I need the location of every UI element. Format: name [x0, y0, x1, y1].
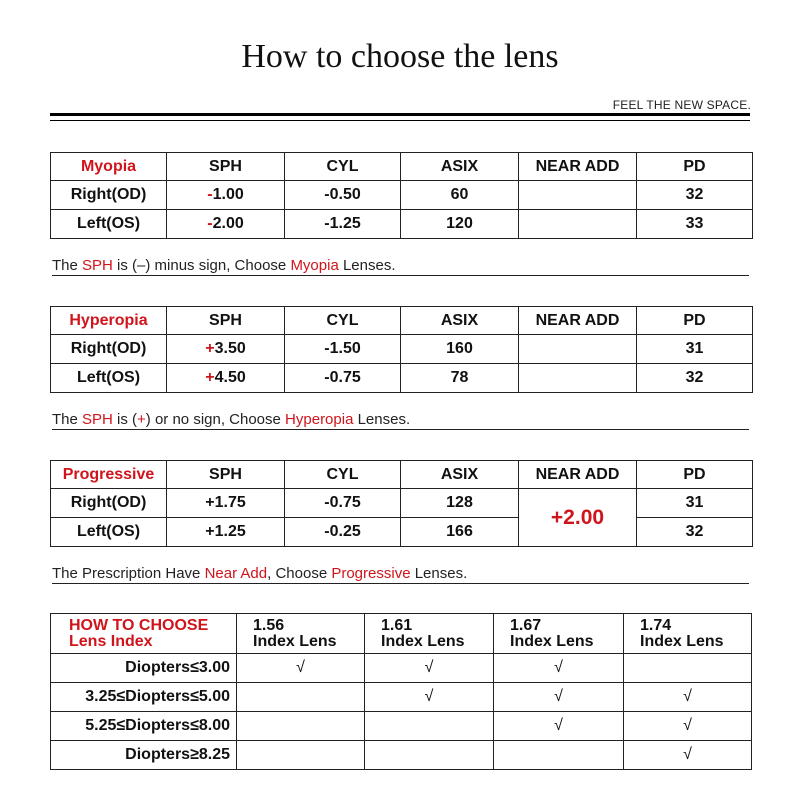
- divider-thick: [50, 113, 750, 116]
- table-header-row: [51, 461, 753, 489]
- index-column-header: [237, 614, 365, 654]
- sph-sign: +: [205, 340, 215, 357]
- table-row: [51, 364, 753, 393]
- axis-cell: 78: [401, 364, 519, 393]
- column-header: SPH: [167, 307, 285, 335]
- eye-label: Left(OS): [51, 518, 167, 547]
- cyl-cell: -0.75: [285, 364, 401, 393]
- table-row: [51, 683, 752, 712]
- check-icon: √: [365, 683, 494, 712]
- column-header: SPH: [167, 461, 285, 489]
- empty-cell: [365, 712, 494, 741]
- eye-label: Right(OD): [51, 489, 167, 518]
- sph-value: 4.50: [214, 369, 246, 386]
- caption-segment: SPH: [82, 257, 113, 274]
- caption-segment: The Prescription Have: [52, 565, 205, 582]
- page-title: How to choose the lens: [241, 38, 559, 75]
- caption-segment: is (: [112, 411, 138, 428]
- axis-cell: 60: [401, 181, 519, 210]
- caption-segment: Lenses.: [338, 257, 396, 274]
- table-row: [51, 518, 753, 547]
- cyl-cell: -1.25: [285, 210, 401, 239]
- caption-segment: Lenses.: [410, 565, 468, 582]
- caption-segment: SPH: [82, 411, 113, 428]
- table-row: [51, 181, 753, 210]
- column-header: ASIX: [401, 461, 519, 489]
- axis-cell: 160: [401, 335, 519, 364]
- axis-cell: 166: [401, 518, 519, 547]
- table-row: [51, 712, 752, 741]
- column-header: PD: [637, 153, 753, 181]
- table-row: [51, 489, 753, 518]
- title-line: Lens Index: [69, 632, 153, 650]
- prescription-table-hyperopia: [50, 306, 753, 393]
- check-icon: √: [624, 741, 752, 770]
- table-header-row: [51, 614, 752, 654]
- pd-cell: 32: [637, 518, 753, 547]
- pd-cell: 32: [637, 364, 753, 393]
- sph-value: 3.50: [214, 340, 246, 357]
- pd-cell: 32: [637, 181, 753, 210]
- table-type-label: Hyperopia: [51, 307, 167, 335]
- caption-segment: Hyperopia: [285, 411, 354, 428]
- column-header: PD: [637, 461, 753, 489]
- caption-segment: +: [137, 411, 146, 428]
- column-header: NEAR ADD: [519, 461, 637, 489]
- caption-segment: Near Add: [204, 565, 268, 582]
- empty-cell: [365, 741, 494, 770]
- empty-cell: [237, 741, 365, 770]
- caption-segment: ) or no sign, Choose: [145, 411, 286, 428]
- check-icon: √: [624, 712, 752, 741]
- diopter-range: 3.25≤Diopters≤5.00: [51, 683, 237, 712]
- header-line: Index Lens: [510, 632, 594, 650]
- header-line: Index Lens: [253, 632, 337, 650]
- table-type-label: Progressive: [51, 461, 167, 489]
- column-header: NEAR ADD: [519, 153, 637, 181]
- table-row: [51, 654, 752, 683]
- lens-index-table: [50, 613, 752, 770]
- caption-segment: The: [52, 411, 83, 428]
- axis-cell: 128: [401, 489, 519, 518]
- column-header: CYL: [285, 153, 401, 181]
- cyl-cell: -1.50: [285, 335, 401, 364]
- header-line: 1.74: [640, 616, 672, 634]
- near-add-cell: [519, 181, 637, 210]
- cyl-cell: -0.50: [285, 181, 401, 210]
- axis-cell: 120: [401, 210, 519, 239]
- check-icon: √: [624, 683, 752, 712]
- check-icon: √: [494, 654, 624, 683]
- diopter-range: Diopters≥8.25: [51, 741, 237, 770]
- prescription-table-progressive: [50, 460, 753, 547]
- check-icon: √: [237, 654, 365, 683]
- eye-label: Right(OD): [51, 181, 167, 210]
- index-column-header: [494, 614, 624, 654]
- header-line: 1.61: [381, 616, 413, 634]
- sph-sign: +: [205, 369, 215, 386]
- diopter-range: 5.25≤Diopters≤8.00: [51, 712, 237, 741]
- column-header: NEAR ADD: [519, 307, 637, 335]
- check-icon: √: [494, 712, 624, 741]
- column-header: CYL: [285, 461, 401, 489]
- title-line: HOW TO CHOOSE: [69, 616, 209, 634]
- table-header-row: [51, 153, 753, 181]
- empty-cell: [494, 741, 624, 770]
- header-line: Index Lens: [640, 632, 724, 650]
- index-table-title: [51, 614, 237, 654]
- check-icon: √: [494, 683, 624, 712]
- table-header-row: [51, 307, 753, 335]
- header-line: Index Lens: [381, 632, 465, 650]
- sph-sign: -: [207, 186, 213, 203]
- sph-cell: [167, 181, 285, 210]
- eye-label: Right(OD): [51, 335, 167, 364]
- sph-value: +1.25: [205, 523, 246, 540]
- header-line: 1.56: [253, 616, 285, 634]
- column-header: ASIX: [401, 307, 519, 335]
- column-header: PD: [637, 307, 753, 335]
- table-caption: [52, 565, 749, 584]
- table-caption: [52, 257, 749, 276]
- sph-cell: [167, 210, 285, 239]
- eye-label: Left(OS): [51, 364, 167, 393]
- index-column-header: [365, 614, 494, 654]
- sph-value: +1.75: [205, 494, 246, 511]
- column-header: CYL: [285, 307, 401, 335]
- empty-cell: [624, 654, 752, 683]
- near-add-cell: [519, 210, 637, 239]
- sph-sign: -: [207, 215, 213, 232]
- header-line: 1.67: [510, 616, 542, 634]
- sph-value: 1.00: [212, 186, 244, 203]
- eye-label: Left(OS): [51, 210, 167, 239]
- cyl-cell: -0.75: [285, 489, 401, 518]
- check-icon: √: [365, 654, 494, 683]
- table-caption: [52, 411, 749, 430]
- near-add-cell: [519, 364, 637, 393]
- divider-thin: [50, 120, 750, 121]
- sph-cell: [167, 335, 285, 364]
- caption-segment: is (–) minus sign, Choose: [112, 257, 291, 274]
- table-row: [51, 335, 753, 364]
- cyl-cell: -0.25: [285, 518, 401, 547]
- sph-cell: [167, 489, 285, 518]
- near-add-cell: [519, 335, 637, 364]
- pd-cell: 33: [637, 210, 753, 239]
- near-add-cell: +2.00: [519, 489, 637, 547]
- table-row: [51, 210, 753, 239]
- sph-cell: [167, 364, 285, 393]
- caption-segment: Progressive: [331, 565, 411, 582]
- index-column-header: [624, 614, 752, 654]
- caption-segment: Lenses.: [353, 411, 411, 428]
- table-row: [51, 741, 752, 770]
- pd-cell: 31: [637, 335, 753, 364]
- caption-segment: , Choose: [267, 565, 332, 582]
- pd-cell: 31: [637, 489, 753, 518]
- sph-cell: [167, 518, 285, 547]
- column-header: SPH: [167, 153, 285, 181]
- empty-cell: [237, 712, 365, 741]
- prescription-table-myopia: [50, 152, 753, 239]
- caption-segment: Myopia: [290, 257, 339, 274]
- tagline: FEEL THE NEW SPACE.: [612, 98, 751, 112]
- table-type-label: Myopia: [51, 153, 167, 181]
- caption-segment: The: [52, 257, 83, 274]
- column-header: ASIX: [401, 153, 519, 181]
- sph-value: 2.00: [212, 215, 244, 232]
- empty-cell: [237, 683, 365, 712]
- diopter-range: Diopters≤3.00: [51, 654, 237, 683]
